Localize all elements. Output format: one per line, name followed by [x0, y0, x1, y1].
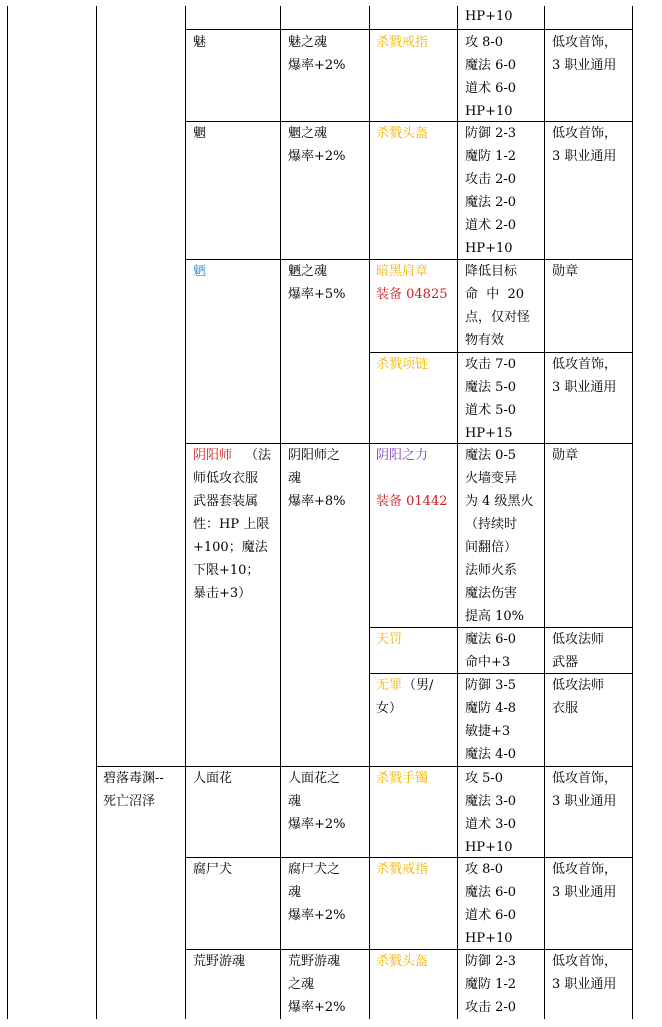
- soul-drop-line: 魅之魂: [288, 35, 328, 50]
- soul-drop-line: 魂: [288, 885, 302, 900]
- item-code: 装备 04825: [376, 287, 448, 302]
- attribute-cell-line: 提高 10%: [465, 609, 525, 624]
- attribute-cell-line: 道术 6-0: [465, 908, 517, 923]
- item-gender-note: （男/: [403, 678, 434, 693]
- attribute-cell-line: 魔法 6-0: [465, 58, 517, 73]
- item-name: 阴阳之力: [376, 448, 429, 463]
- column-divider: [544, 6, 545, 1019]
- monster-set-note: +100；魔法: [193, 540, 268, 555]
- attribute-cell-line: 为 4 级黑火: [465, 494, 534, 509]
- area-name: 碧落毒渊--: [103, 771, 164, 786]
- monster-name: 魅: [193, 35, 207, 50]
- attribute-cell-line: 魔法 6-0: [465, 632, 517, 647]
- soul-drop-line: 荒野游魂: [288, 954, 341, 969]
- attribute-cell-line: 命中+3: [465, 655, 511, 670]
- attribute-cell-line: 攻 8-0: [465, 862, 504, 877]
- monster-set-note: 性：HP 上限: [193, 517, 270, 532]
- monster-name: 荒野游魂: [193, 954, 246, 969]
- monster-set-note: （法: [245, 448, 272, 463]
- attribute-cell-line: 命 中 20: [465, 287, 525, 302]
- item-code: 装备 01442: [376, 494, 448, 509]
- note-cell-line: 勋章: [552, 264, 579, 279]
- item-name: 暗黑肩章: [376, 264, 429, 279]
- attribute-cell-line: 魔法 0-5: [465, 448, 517, 463]
- attribute-cell-line: 道术 5-0: [465, 403, 517, 418]
- attribute-cell-line: 攻 5-0: [465, 771, 504, 786]
- item-name: 杀戮头盔: [376, 954, 429, 969]
- note-cell-line: 武器: [552, 655, 579, 670]
- attribute-cell-line: HP+15: [465, 426, 513, 441]
- soul-drop-line: 魉之魂: [288, 264, 328, 279]
- soul-drop-line: 爆率+2%: [288, 149, 346, 164]
- note-cell-line: 3 职业通用: [552, 149, 617, 164]
- attribute-cell-line: 魔法 6-0: [465, 885, 517, 900]
- soul-drop-line: 爆率+2%: [288, 58, 346, 73]
- attribute-cell-line: HP+10: [465, 931, 513, 946]
- note-cell-line: 低攻首饰，: [552, 126, 618, 141]
- attribute-cell-line: 攻 8-0: [465, 35, 504, 50]
- monster-name: 魉: [193, 264, 207, 279]
- monster-set-note: 师低攻衣服: [193, 471, 259, 486]
- note-cell-line: 低攻首饰，: [552, 357, 618, 372]
- soul-drop-line: 爆率+8%: [288, 494, 346, 509]
- monster-set-note: 武器套装属: [193, 494, 259, 509]
- attribute-cell-line: 攻击 2-0: [465, 172, 517, 187]
- attribute-cell-line: HP+10: [465, 241, 513, 256]
- attribute-cell-line: 防御 2-3: [465, 126, 517, 141]
- attribute-cell-line: 攻击 2-0: [465, 1000, 517, 1015]
- soul-drop-line: 阴阳师之: [288, 448, 341, 463]
- note-cell-line: 3 职业通用: [552, 58, 617, 73]
- column-divider: [369, 6, 370, 1019]
- monster-name: 腐尸犬: [193, 862, 233, 877]
- note-cell-line: 3 职业通用: [552, 794, 617, 809]
- attribute-cell-line: HP+10: [465, 9, 513, 24]
- attribute-cell-line: 火墙变异: [465, 471, 518, 486]
- column-divider: [185, 6, 186, 1019]
- soul-drop-line: 爆率+2%: [288, 908, 346, 923]
- note-cell-line: 3 职业通用: [552, 885, 617, 900]
- note-cell-line: 低攻首饰，: [552, 862, 618, 877]
- attribute-cell-line: 魔法 5-0: [465, 380, 517, 395]
- attribute-cell-line: 攻击 7-0: [465, 357, 517, 372]
- attribute-cell-line: 防御 3-5: [465, 678, 517, 693]
- attribute-cell-line: 间翻倍）: [465, 540, 518, 555]
- attribute-cell-line: 魔法 3-0: [465, 794, 517, 809]
- monster-name: 魍: [193, 126, 207, 141]
- column-divider: [457, 6, 458, 1019]
- soul-drop-line: 爆率+5%: [288, 287, 346, 302]
- note-cell-line: 低攻首饰，: [552, 954, 618, 969]
- item-name: 杀戮项链: [376, 357, 429, 372]
- monster-set-note: 下限+10；: [193, 563, 260, 578]
- soul-drop-line: 魂: [288, 794, 302, 809]
- attribute-cell-line: 魔防 4-8: [465, 701, 517, 716]
- note-cell-line: 低攻法师: [552, 678, 605, 693]
- soul-drop-line: 腐尸犬之: [288, 862, 341, 877]
- soul-drop-line: 魍之魂: [288, 126, 328, 141]
- attribute-cell-line: 降低目标: [465, 264, 518, 279]
- table-border-left: [7, 6, 8, 1019]
- item-name: 杀戮戒指: [376, 35, 429, 50]
- monster-name: 人面花: [193, 771, 233, 786]
- item-name: 无罪: [376, 678, 403, 693]
- attribute-cell-line: 道术 3-0: [465, 817, 517, 832]
- table-border-right: [632, 6, 633, 1019]
- soul-drop-line: 爆率+2%: [288, 817, 346, 832]
- row-divider: [185, 29, 633, 30]
- attribute-cell-line: 魔法伤害: [465, 586, 518, 601]
- attribute-cell-line: （持续时: [465, 517, 518, 532]
- soul-drop-line: 魂: [288, 471, 302, 486]
- attribute-cell-line: 敏捷+3: [465, 724, 511, 739]
- column-divider: [280, 6, 281, 1019]
- attribute-cell-line: 魔防 1-2: [465, 149, 517, 164]
- attribute-cell-line: 魔法 4-0: [465, 747, 517, 762]
- attribute-cell-line: HP+10: [465, 104, 513, 119]
- attribute-cell-line: 道术 2-0: [465, 218, 517, 233]
- attribute-cell-line: 道术 6-0: [465, 81, 517, 96]
- note-cell-line: 低攻法师: [552, 632, 605, 647]
- item-name: 天罚: [376, 632, 403, 647]
- attribute-cell-line: 防御 2-3: [465, 954, 517, 969]
- monster-name: 阴阳师: [193, 448, 233, 463]
- soul-drop-line: 之魂: [288, 977, 315, 992]
- monster-set-note: 暴击+3）: [193, 586, 252, 601]
- note-cell-line: 低攻首饰，: [552, 35, 618, 50]
- attribute-cell-line: 魔防 1-2: [465, 977, 517, 992]
- attribute-cell-line: 点，仅对怪: [465, 310, 531, 325]
- item-name: 杀戮手镯: [376, 771, 429, 786]
- note-cell-line: 3 职业通用: [552, 380, 617, 395]
- attribute-cell-line: 法师火系: [465, 563, 518, 578]
- soul-drop-line: 人面花之: [288, 771, 341, 786]
- note-cell-line: 勋章: [552, 448, 579, 463]
- attribute-cell-line: 魔法 2-0: [465, 195, 517, 210]
- attribute-cell-line: 物有效: [465, 333, 505, 348]
- area-name: 死亡沼泽: [103, 794, 156, 809]
- column-divider: [96, 6, 97, 1019]
- note-cell-line: 低攻首饰，: [552, 771, 618, 786]
- soul-drop-line: 爆率+2%: [288, 1000, 346, 1015]
- note-cell-line: 3 职业通用: [552, 977, 617, 992]
- item-name: 杀戮戒指: [376, 862, 429, 877]
- note-cell-line: 衣服: [552, 701, 579, 716]
- attribute-cell-line: HP+10: [465, 840, 513, 855]
- item-name: 杀戮头盔: [376, 126, 429, 141]
- item-gender-note: 女）: [376, 701, 403, 716]
